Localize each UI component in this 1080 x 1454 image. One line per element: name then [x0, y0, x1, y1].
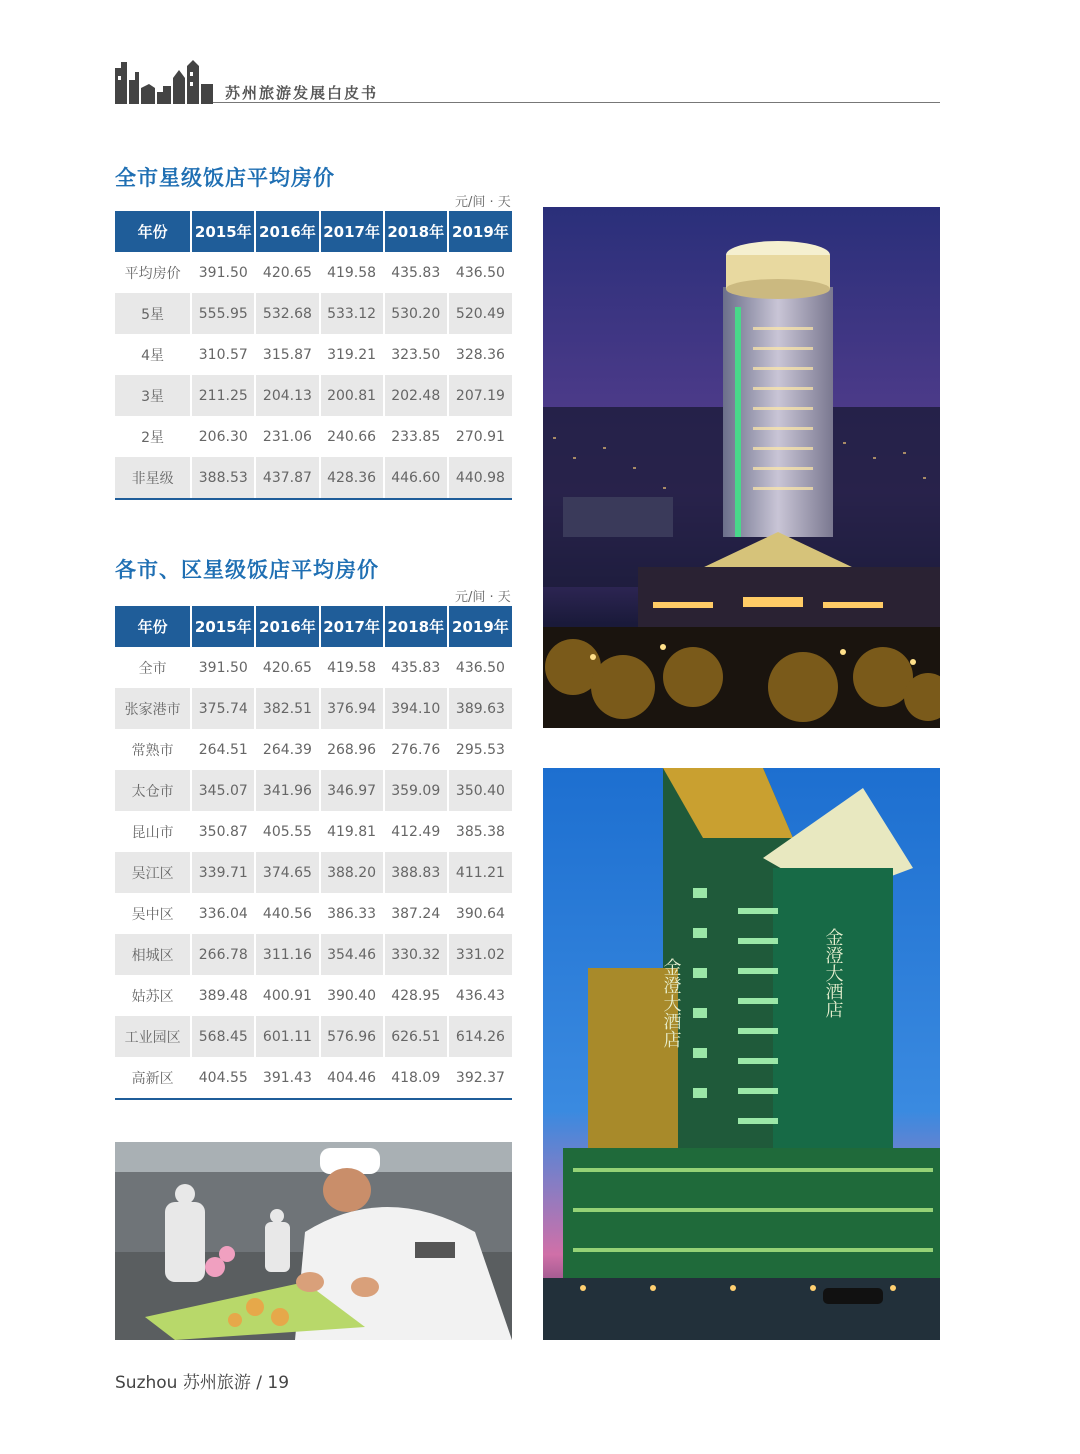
table-row [115, 811, 512, 852]
rate-cell: 240.66 [320, 416, 384, 457]
rate-cell: 404.55 [191, 1057, 255, 1099]
rate-cell: 330.32 [384, 934, 448, 975]
column-header-year-label: 年份 [115, 211, 191, 252]
table-row [115, 688, 512, 729]
rate-cell: 385.38 [455, 823, 505, 840]
rate-cell: 264.51 [191, 729, 255, 770]
table-row [115, 893, 512, 934]
column-header-year: 2019年 [448, 211, 512, 252]
rate-cell: 345.07 [191, 770, 255, 811]
column-header-year: 2017年 [320, 211, 384, 252]
rate-cell: 311.16 [255, 934, 319, 975]
rate-cell: 310.57 [191, 334, 255, 375]
rate-cell: 295.53 [455, 741, 505, 758]
rate-cell: 419.81 [320, 811, 384, 852]
rate-cell: 266.78 [191, 934, 255, 975]
rate-cell: 268.96 [320, 729, 384, 770]
rate-cell: 387.24 [384, 893, 448, 934]
rate-cell: 428.95 [384, 975, 448, 1016]
row-label-cell: 全市 [115, 647, 191, 688]
rate-cell: 576.96 [320, 1016, 384, 1057]
page-footer: Suzhou 苏州旅游 / 19 [115, 1373, 290, 1393]
column-header-year: 2017年 [320, 606, 384, 647]
rate-cell: 336.04 [191, 893, 255, 934]
hotel-sign-right: 金澄大酒店 [822, 928, 844, 1018]
header-title: 苏州旅游发展白皮书 [225, 84, 379, 102]
table-row [115, 1057, 512, 1099]
rate-cell: 555.95 [191, 293, 255, 334]
rate-cell: 419.58 [320, 252, 384, 293]
table-row [115, 293, 512, 334]
table-row [115, 770, 512, 811]
row-label-cell: 非星级 [115, 457, 191, 499]
table-row [115, 334, 512, 375]
row-label-cell: 吴江区 [115, 852, 191, 893]
table-row [115, 975, 512, 1016]
hotel-sign-left: 金澄大酒店 [660, 958, 682, 1048]
rate-cell: 436.50 [455, 264, 505, 281]
rate-cell: 206.30 [191, 416, 255, 457]
table-row [115, 647, 512, 688]
rate-cell: 315.87 [255, 334, 319, 375]
row-label-cell: 昆山市 [115, 811, 191, 852]
column-header-year: 2015年 [191, 606, 255, 647]
rate-cell: 530.20 [384, 293, 448, 334]
rate-cell: 428.36 [320, 457, 384, 499]
row-label-cell: 4星 [115, 334, 191, 375]
table2-unit: 元/间 · 天 [455, 590, 511, 605]
rate-cell: 412.49 [384, 811, 448, 852]
column-header-year: 2019年 [448, 606, 512, 647]
column-header-year: 2015年 [191, 211, 255, 252]
hotel-tower-night-photo [543, 207, 940, 728]
row-label-cell: 高新区 [115, 1057, 191, 1099]
rate-cell: 436.43 [455, 987, 505, 1004]
rate-cell: 400.91 [255, 975, 319, 1016]
rate-cell: 614.26 [448, 1016, 512, 1057]
rate-cell: 418.09 [384, 1057, 448, 1099]
rate-cell: 376.94 [320, 688, 384, 729]
rate-cell: 440.56 [255, 893, 319, 934]
rate-cell: 420.65 [255, 647, 319, 688]
rate-cell: 339.71 [191, 852, 255, 893]
rate-cell: 391.50 [191, 252, 255, 293]
table-header-row [115, 211, 512, 252]
rate-cell: 331.02 [448, 934, 512, 975]
rate-cell: 375.74 [191, 688, 255, 729]
row-label-cell: 3星 [115, 375, 191, 416]
column-header-year: 2016年 [255, 606, 319, 647]
rate-cell: 350.40 [448, 770, 512, 811]
rate-cell: 200.81 [320, 375, 384, 416]
rate-cell: 436.50 [455, 659, 505, 676]
rate-cell: 328.36 [455, 346, 505, 363]
rate-cell: 354.46 [320, 934, 384, 975]
rate-cell: 405.55 [255, 811, 319, 852]
column-header-year: 2018年 [384, 606, 448, 647]
rate-cell: 533.12 [320, 293, 384, 334]
rate-cell: 390.40 [320, 975, 384, 1016]
rate-cell: 388.53 [191, 457, 255, 499]
rate-cell: 211.25 [191, 375, 255, 416]
rate-cell: 204.13 [255, 375, 319, 416]
rate-cell: 435.83 [384, 647, 448, 688]
city-average-rate-table [115, 211, 512, 500]
row-label-cell: 太仓市 [115, 770, 191, 811]
rate-cell: 394.10 [384, 688, 448, 729]
rate-cell: 207.19 [448, 375, 512, 416]
rate-cell: 389.63 [448, 688, 512, 729]
rate-cell: 276.76 [384, 729, 448, 770]
column-header-year: 2016年 [255, 211, 319, 252]
table-row [115, 252, 512, 293]
rate-cell: 382.51 [255, 688, 319, 729]
rate-cell: 411.21 [448, 852, 512, 893]
rate-cell: 392.37 [448, 1057, 512, 1099]
rate-cell: 568.45 [191, 1016, 255, 1057]
table1-unit: 元/间 · 天 [455, 195, 511, 210]
rate-cell: 386.33 [320, 893, 384, 934]
rate-cell: 359.09 [384, 770, 448, 811]
row-label-cell: 吴中区 [115, 893, 191, 934]
column-header-year-label: 年份 [115, 606, 191, 647]
rate-cell: 419.58 [320, 647, 384, 688]
rate-cell: 319.21 [320, 334, 384, 375]
hotel-building-green-photo [543, 768, 940, 1340]
table-row [115, 1016, 512, 1057]
row-label-cell: 相城区 [115, 934, 191, 975]
page-header [115, 58, 940, 106]
rate-cell: 435.83 [384, 252, 448, 293]
table-row [115, 852, 512, 893]
row-label-cell: 5星 [115, 293, 191, 334]
table-row [115, 729, 512, 770]
rate-cell: 202.48 [384, 375, 448, 416]
rate-cell: 446.60 [384, 457, 448, 499]
rate-cell: 520.49 [448, 293, 512, 334]
district-average-rate-table [115, 606, 512, 1100]
column-header-year: 2018年 [384, 211, 448, 252]
rate-cell: 440.98 [448, 457, 512, 499]
table-header-row [115, 606, 512, 647]
chef-preparing-dish-photo [115, 1142, 512, 1340]
table1-title: 全市星级饭店平均房价 [115, 166, 335, 190]
rate-cell: 264.39 [255, 729, 319, 770]
row-label-cell: 常熟市 [115, 729, 191, 770]
row-label-cell: 平均房价 [115, 252, 191, 293]
rate-cell: 388.20 [320, 852, 384, 893]
rate-cell: 404.46 [320, 1057, 384, 1099]
row-label-cell: 工业园区 [115, 1016, 191, 1057]
table-row [115, 416, 512, 457]
row-label-cell: 张家港市 [115, 688, 191, 729]
row-label-cell: 姑苏区 [115, 975, 191, 1016]
rate-cell: 270.91 [455, 428, 505, 445]
table-row [115, 934, 512, 975]
header-rule [213, 102, 940, 103]
table-row [115, 457, 512, 499]
rate-cell: 391.50 [191, 647, 255, 688]
rate-cell: 231.06 [255, 416, 319, 457]
rate-cell: 601.11 [255, 1016, 319, 1057]
rate-cell: 626.51 [384, 1016, 448, 1057]
row-label-cell: 2星 [115, 416, 191, 457]
rate-cell: 374.65 [255, 852, 319, 893]
rate-cell: 437.87 [255, 457, 319, 499]
rate-cell: 391.43 [255, 1057, 319, 1099]
rate-cell: 390.64 [455, 905, 505, 922]
rate-cell: 420.65 [255, 252, 319, 293]
rate-cell: 233.85 [384, 416, 448, 457]
rate-cell: 388.83 [384, 852, 448, 893]
rate-cell: 389.48 [191, 975, 255, 1016]
rate-cell: 532.68 [255, 293, 319, 334]
rate-cell: 341.96 [255, 770, 319, 811]
rate-cell: 350.87 [191, 811, 255, 852]
table-row [115, 375, 512, 416]
city-skyline-logo [115, 58, 213, 104]
rate-cell: 346.97 [320, 770, 384, 811]
table2-title: 各市、区星级饭店平均房价 [115, 558, 379, 582]
rate-cell: 323.50 [384, 334, 448, 375]
